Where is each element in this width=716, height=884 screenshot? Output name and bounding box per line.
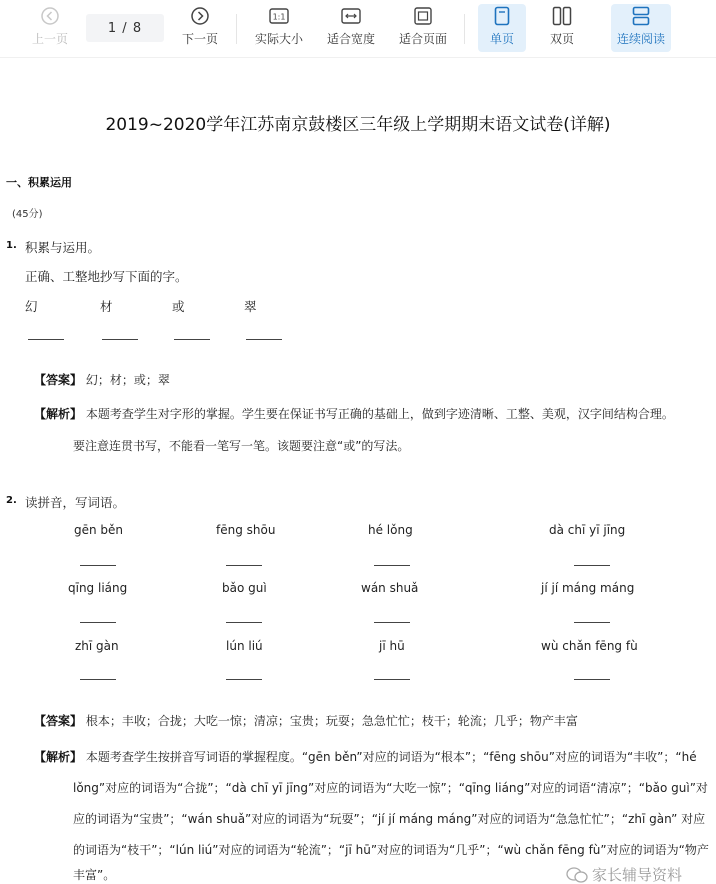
double-page-label: 双页 [549,32,574,46]
single-page-button[interactable] [478,4,526,52]
answer-blank [246,339,282,340]
toolbar-divider [464,14,465,44]
analysis-text: 要注意连贯书写，不能看一笔写一笔。该题要注意“或”的写法。 [73,439,410,453]
next-page-button[interactable] [178,4,222,52]
page-current: 1 [107,20,118,36]
fit-page-label: 适合页面 [398,32,447,46]
answer-blank [374,679,410,680]
continuous-read-label: 连续阅读 [616,32,665,46]
page-number-input[interactable] [86,14,164,42]
analysis-text: 应的词语为“宝贵”；“wán shuǎ”对应的词语为“玩耍”；“jí jí máng máng”对应的词语为“急急忙忙”；“zhī gàn” 对应 [73,812,706,826]
chevron-right-icon [190,4,210,28]
double-page-button[interactable] [540,4,584,52]
single-page-icon [494,4,510,28]
pinyin-item: jí jí máng máng [541,581,635,595]
page-separator: / [117,20,133,36]
answer-tag: 【答案】 [34,373,83,387]
answer-blank [574,622,610,623]
analysis-row [34,405,674,422]
analysis-tag: 【解析】 [34,407,83,421]
pinyin-item: qīng liáng [68,581,128,595]
document-title: 2019~2020学年江苏南京鼓楼区三年级上学期期末语文试卷(详解) [105,115,611,135]
answer-blank [226,565,262,566]
fit-width-icon [341,4,361,28]
question-number: 1. [6,240,17,251]
chevron-left-icon [40,4,60,28]
answer-row [34,712,578,729]
answer-blank [80,622,116,623]
continuous-read-button[interactable] [611,4,671,52]
pinyin-item: wán shuǎ [361,581,419,595]
fit-page-icon [413,4,433,28]
copy-char: 或 [172,299,185,314]
actual-size-button[interactable] [252,4,306,52]
answer-blank [574,679,610,680]
answer-blank [80,565,116,566]
answer-blank [574,565,610,566]
continuous-read-icon [632,4,650,28]
pinyin-item: wù chǎn fēng fù [541,639,638,653]
answer-blank [226,622,262,623]
answer-tag: 【答案】 [34,714,83,728]
pinyin-item: lún liú [226,639,263,653]
pinyin-item: jī hū [379,639,405,653]
pinyin-item: zhī gàn [75,639,119,653]
page-total: 8 [132,20,143,36]
pinyin-item: hé lǒng [368,523,413,537]
svg-text:1:1: 1:1 [272,12,286,22]
pinyin-item: fēng shōu [216,523,276,537]
pinyin-item: gēn běn [74,523,124,537]
fit-page-button[interactable] [396,4,450,52]
section-score: (45分) [12,209,43,220]
analysis-text: 本题考查学生对字形的掌握。学生要在保证书写正确的基础上，做到字迹清晰、工整、美观，汉字间结构合理。 [85,407,674,421]
answer-blank [102,339,138,340]
answer-row [34,371,170,388]
section-title: 一、积累运用 [6,176,72,189]
answer-blank [174,339,210,340]
prev-page-button[interactable] [28,4,72,52]
actual-size-label: 实际大小 [254,32,303,46]
copy-char: 材 [100,299,113,314]
prev-page-label: 上一页 [31,32,68,46]
answer-blank [80,679,116,680]
copy-char: 翠 [244,299,257,314]
analysis-text: 丰富”。 [73,868,116,882]
actual-size-icon [269,4,289,28]
answer-blank [226,679,262,680]
question-instruction: 正确、工整地抄写下面的字。 [25,269,188,284]
fit-width-label: 适合宽度 [326,32,375,46]
next-page-label: 下一页 [181,32,218,46]
analysis-text: lǒng”对应的词语为“合拢”；“dà chī yī jīng”对应的词语为“大吃一惊”；“qīng liáng”对应的词语“清凉”；“bǎo guì”对 [73,781,708,795]
copy-char: 幻 [25,299,38,314]
answer-blank [374,565,410,566]
analysis-row [34,748,697,765]
question-title: 读拼音，写词语。 [25,495,126,510]
analysis-text: 的词语为“枝干”；“lún liú”对应的词语为“轮流”；“jī hū”对应的词语为“几乎”；“wù chǎn fēng fù”对应的词语为“物产 [73,843,709,857]
wechat-icon [566,867,588,884]
double-page-icon [552,4,572,28]
toolbar-divider [236,14,237,44]
answer-blank [28,339,64,340]
analysis-text: 本题考查学生按拼音写词语的掌握程度。“gēn běn”对应的词语为“根本”；“fēng shōu”对应的词语为“丰收”；“hé [85,750,697,764]
fit-width-button[interactable] [324,4,378,52]
question-title: 积累与运用。 [25,240,101,255]
analysis-tag: 【解析】 [34,750,83,764]
pinyin-item: bǎo guì [222,581,267,595]
watermark-text: 家长辅导资料 [592,866,683,884]
question-number: 2. [6,495,17,506]
answer-text: 幻；材；或；翠 [85,373,170,387]
viewer-toolbar [0,0,716,58]
answer-text: 根本；丰收；合拢；大吃一惊；清凉；宝贵；玩耍；急急忙忙；枝干；轮流；几乎；物产丰富 [85,714,578,728]
single-page-label: 单页 [489,32,514,46]
answer-blank [374,622,410,623]
pinyin-item: dà chī yī jīng [549,523,626,537]
